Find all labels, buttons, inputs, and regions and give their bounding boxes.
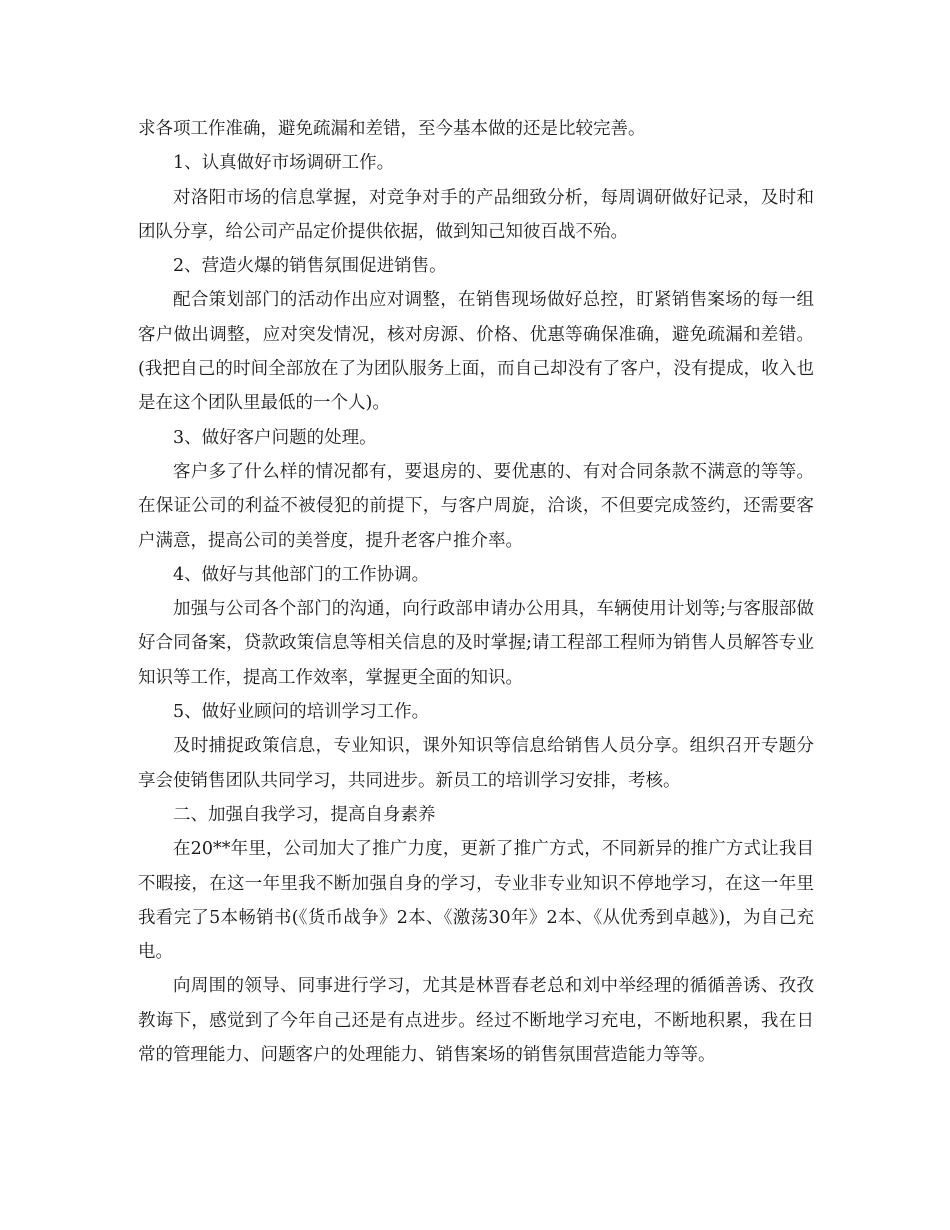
paragraph-market-research: 对洛阳市场的信息掌握，对竞争对手的产品细致分析，每周调研做好记录，及时和团队分享，给公司产品定价提供依据，做到知己知彼百战不殆。 [138,187,814,242]
heading-self-learning: 二、加强自我学习，提高自身素养 [173,804,436,825]
document-page [138,112,814,1072]
heading-market-research: 1、认真做好市场调研工作。 [173,153,395,174]
paragraph-consultant-training: 及时捕捉政策信息，专业知识，课外知识等信息给销售人员分享。组织召开专题分享会使销售团队共同学习，共同进步。新员工的培训学习安排，考核。 [138,736,814,791]
paragraph-1: 求各项工作准确，避免疏漏和差错，至今基本做的还是比较完善。 [138,119,646,139]
heading-department-coordination: 4、做好与其他部门的工作协调。 [173,564,430,585]
paragraph-learning-from-colleagues: 向周围的领导、同事进行学习，尤其是林晋春老总和刘中举经理的循循善诱、孜孜教诲下，感觉到了今年自己还是有点进步。经过不断地学习充电，不断地积累，我在日常的管理能力、问题客户的处理能力、销售案场的销售氛围营造能力等等。 [138,976,814,1066]
paragraph-sales-atmosphere: 配合策划部门的活动作出应对调整，在销售现场做好总控，盯紧销售案场的每一组客户做出调整，应对突发情况，核对房源、价格、优惠等确保准确，避免疏漏和差错。(我把自己的时间全部放在了为团队服务上面，而自己却没有了客户，没有提成，收入也是在这个团队里最低的一个人)。 [138,290,814,414]
paragraph-department-coordination: 加强与公司各个部门的沟通，向行政部申请办公用具，车辆使用计划等;与客服部做好合同备案，贷款政策信息等相关信息的及时掌握;请工程部工程师为销售人员解答专业知识等工作，提高工作效率，掌握更全面的知识。 [138,599,814,688]
paragraph-customer-issues: 客户多了什么样的情况都有，要退房的、要优惠的、有对合同条款不满意的等等。在保证公司的利益不被侵犯的前提下，与客户周旋，洽谈，不但要完成签约，还需要客户满意，提高公司的美誉度，提升老客户推介率。 [138,461,814,551]
paragraph-self-learning: 在20**年里，公司加大了推广力度，更新了推广方式，不同新异的推广方式让我目不暇接，在这一年里我不断加强自身的学习，专业非专业知识不停地学习，在这一年里我看完了5本畅销书(《货币战争》2本、《激荡30年》2本、《从优秀到卓越》)，为自己充电。 [138,839,814,963]
heading-customer-issues: 3、做好客户问题的处理。 [173,427,377,448]
heading-sales-atmosphere: 2、营造火爆的销售氛围促进销售。 [173,256,447,277]
heading-consultant-training: 5、做好业顾问的培训学习工作。 [173,702,430,723]
